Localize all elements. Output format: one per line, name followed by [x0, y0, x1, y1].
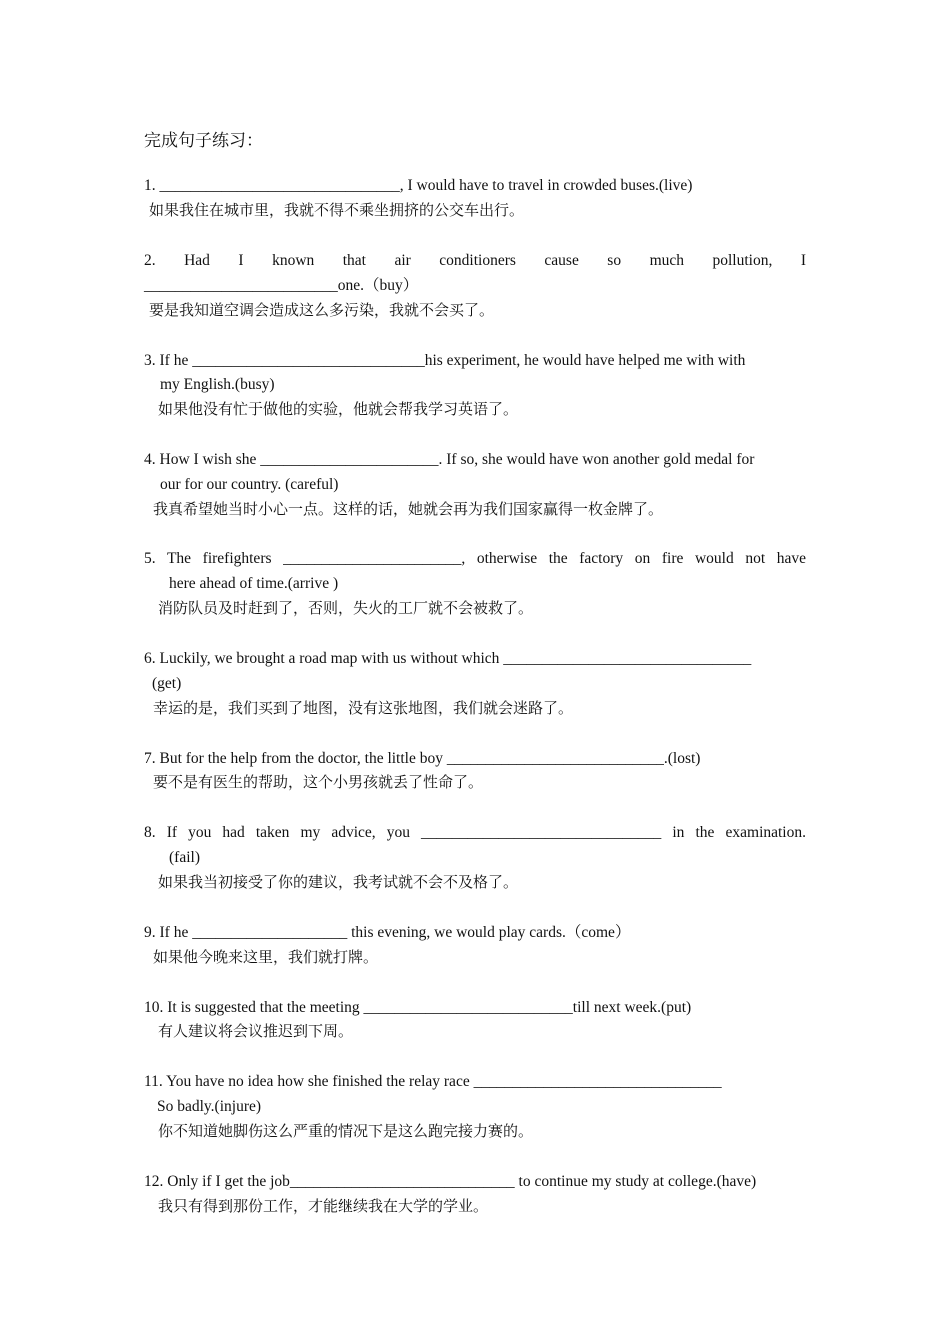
- sentence-2-translation: 要是我知道空调会造成这么多污染，我就不会买了。: [149, 303, 495, 319]
- sentence-4-line-1: 4. How I wish she _______________________. If so, she would have won another gold medal for: [144, 451, 755, 468]
- sentence-4-translation: 我真希望她当时小心一点。这样的话，她就会再为我们国家赢得一枚金牌了。: [153, 502, 664, 518]
- sentence-2-line-2: _________________________one.（buy）: [144, 277, 419, 294]
- sentence-3-translation: 如果他没有忙于做他的实验，他就会帮我学习英语了。: [158, 402, 519, 418]
- sentence-5-translation: 消防队员及时赶到了，否则，失火的工厂就不会被救了。: [158, 601, 534, 617]
- sentence-3-line-1: 3. If he ______________________________his experiment, he would have helped me with with: [144, 352, 746, 369]
- sentence-6-translation: 幸运的是，我们买到了地图，没有这张地图，我们就会迷路了。: [153, 701, 574, 717]
- sentence-12-line-1: 12. Only if I get the job_____________________________ to continue my study at college.(have): [144, 1173, 757, 1190]
- page-title: 完成句子练习：: [144, 131, 263, 150]
- sentence-11-line-1: 11. You have no idea how she finished the relay race ________________________________: [144, 1073, 722, 1090]
- sentence-7-translation: 要不是有医生的帮助，这个小男孩就丢了性命了。: [153, 775, 484, 791]
- sentence-9-translation: 如果他今晚来这里，我们就打牌。: [153, 950, 379, 966]
- sentence-5-line-2: here ahead of time.(arrive ): [169, 575, 339, 592]
- sentence-3-line-2: my English.(busy): [160, 376, 275, 393]
- sentence-1-translation: 如果我住在城市里，我就不得不乘坐拥挤的公交车出行。: [149, 203, 525, 219]
- sentence-10-translation: 有人建议将会议推迟到下周。: [158, 1024, 354, 1040]
- sentence-11-translation: 你不知道她脚伤这么严重的情况下是这么跑完接力赛的。: [158, 1124, 534, 1140]
- sentence-9-line-1: 9. If he ____________________ this evening, we would play cards.（come）: [144, 924, 631, 941]
- sentence-7-line-1: 7. But for the help from the doctor, the little boy ____________________________.(lost): [144, 750, 701, 767]
- sentence-10-line-1: 10. It is suggested that the meeting ___________________________till next week.(put): [144, 999, 692, 1016]
- sentence-1-line-1: 1. _______________________________, I would have to travel in crowded buses.(live): [144, 177, 693, 194]
- sentence-8-line-2: (fail): [169, 849, 200, 866]
- sentence-12-translation: 我只有得到那份工作，才能继续我在大学的学业。: [158, 1199, 489, 1215]
- sentence-4-line-2: our for our country. (careful): [160, 476, 339, 493]
- sentence-8-line-1: 8. If you had taken my advice, you _______________________________ in the examination.: [144, 824, 806, 841]
- sentence-6-line-2: (get): [152, 675, 182, 692]
- sentence-8-translation: 如果我当初接受了你的建议，我考试就不会不及格了。: [158, 875, 519, 891]
- sentence-5-line-1: 5. The firefighters _______________________, otherwise the factory on fire would not have: [144, 550, 806, 567]
- sentence-2-line-1: 2. Had I known that air conditioners cause so much pollution, I: [144, 252, 806, 269]
- sentence-6-line-1: 6. Luckily, we brought a road map with us without which ________________________________: [144, 650, 752, 667]
- sentence-11-line-2: So badly.(injure): [157, 1098, 262, 1115]
